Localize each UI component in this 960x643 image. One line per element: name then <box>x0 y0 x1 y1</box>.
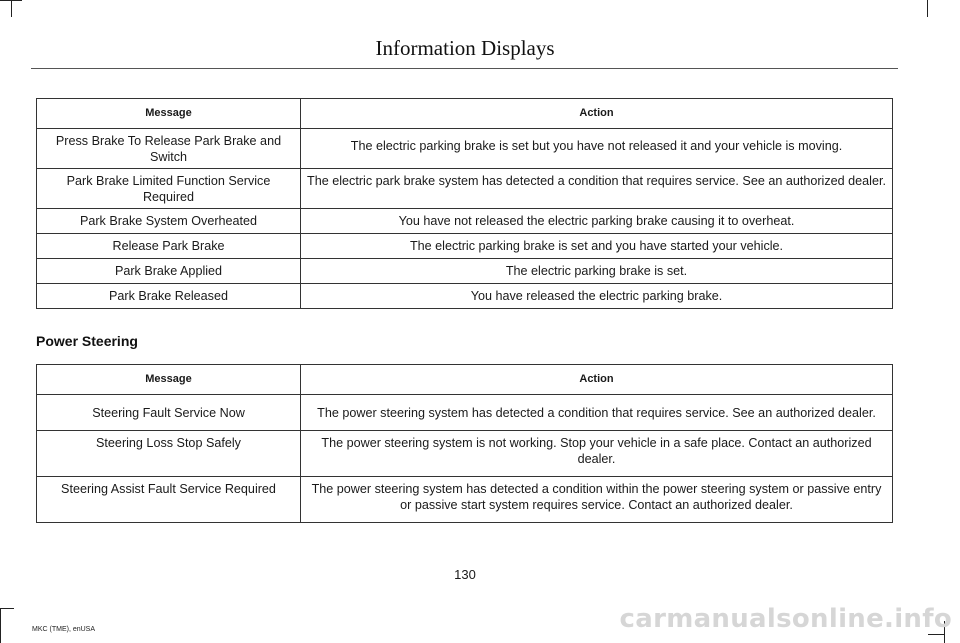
action-cell: The power steering system has detected a condition that requires service. See an authorized dealer. <box>301 395 893 431</box>
watermark-logo: carmanualsonline.info <box>619 604 952 634</box>
message-cell: Steering Loss Stop Safely <box>37 431 301 477</box>
table-row <box>37 169 893 209</box>
table-row <box>37 477 893 523</box>
message-cell: Park Brake Limited Function Service Required <box>37 169 301 209</box>
header-rule <box>31 68 898 69</box>
table-row <box>37 129 893 169</box>
action-cell: The power steering system has detected a condition within the power steering system or passive entry or passive start system requires service. Contact an authorized dealer. <box>301 477 893 523</box>
column-header-message: Message <box>37 365 301 395</box>
table-header-row <box>37 365 893 395</box>
action-cell: The electric parking brake is set but you have not released it and your vehicle is moving. <box>301 129 893 169</box>
table-header-row <box>37 99 893 129</box>
action-cell: The power steering system is not working. Stop your vehicle in a safe place. Contact an authorized dealer. <box>301 431 893 477</box>
message-cell: Release Park Brake <box>37 234 301 259</box>
crop-mark <box>0 608 14 609</box>
power-steering-table <box>36 364 893 523</box>
document-code: MKC (TME), enUSA <box>32 626 96 633</box>
column-header-action: Action <box>301 365 893 395</box>
message-cell: Steering Fault Service Now <box>37 395 301 431</box>
crop-mark <box>0 609 1 643</box>
action-cell: You have released the electric parking brake. <box>301 284 893 309</box>
page-title: Information Displays <box>375 36 555 60</box>
crop-mark <box>11 0 12 17</box>
park-brake-table <box>36 98 893 309</box>
action-cell: The electric parking brake is set and you have started your vehicle. <box>301 234 893 259</box>
table-row <box>37 284 893 309</box>
message-cell: Park Brake Released <box>37 284 301 309</box>
table-row <box>37 259 893 284</box>
message-cell: Park Brake Applied <box>37 259 301 284</box>
table-row <box>37 234 893 259</box>
page-number: 130 <box>454 567 476 582</box>
message-cell: Park Brake System Overheated <box>37 209 301 234</box>
message-cell: Press Brake To Release Park Brake and Switch <box>37 129 301 169</box>
section-heading-power-steering: Power Steering <box>36 333 138 349</box>
message-cell: Steering Assist Fault Service Required <box>37 477 301 523</box>
column-header-message: Message <box>37 99 301 129</box>
table-row <box>37 431 893 477</box>
table-row <box>37 395 893 431</box>
action-cell: The electric parking brake is set. <box>301 259 893 284</box>
crop-mark <box>927 0 928 17</box>
column-header-action: Action <box>301 99 893 129</box>
table-row <box>37 209 893 234</box>
action-cell: The electric park brake system has detected a condition that requires service. See an authorized dealer. <box>301 169 893 209</box>
crop-mark <box>928 634 944 635</box>
action-cell: You have not released the electric parking brake causing it to overheat. <box>301 209 893 234</box>
